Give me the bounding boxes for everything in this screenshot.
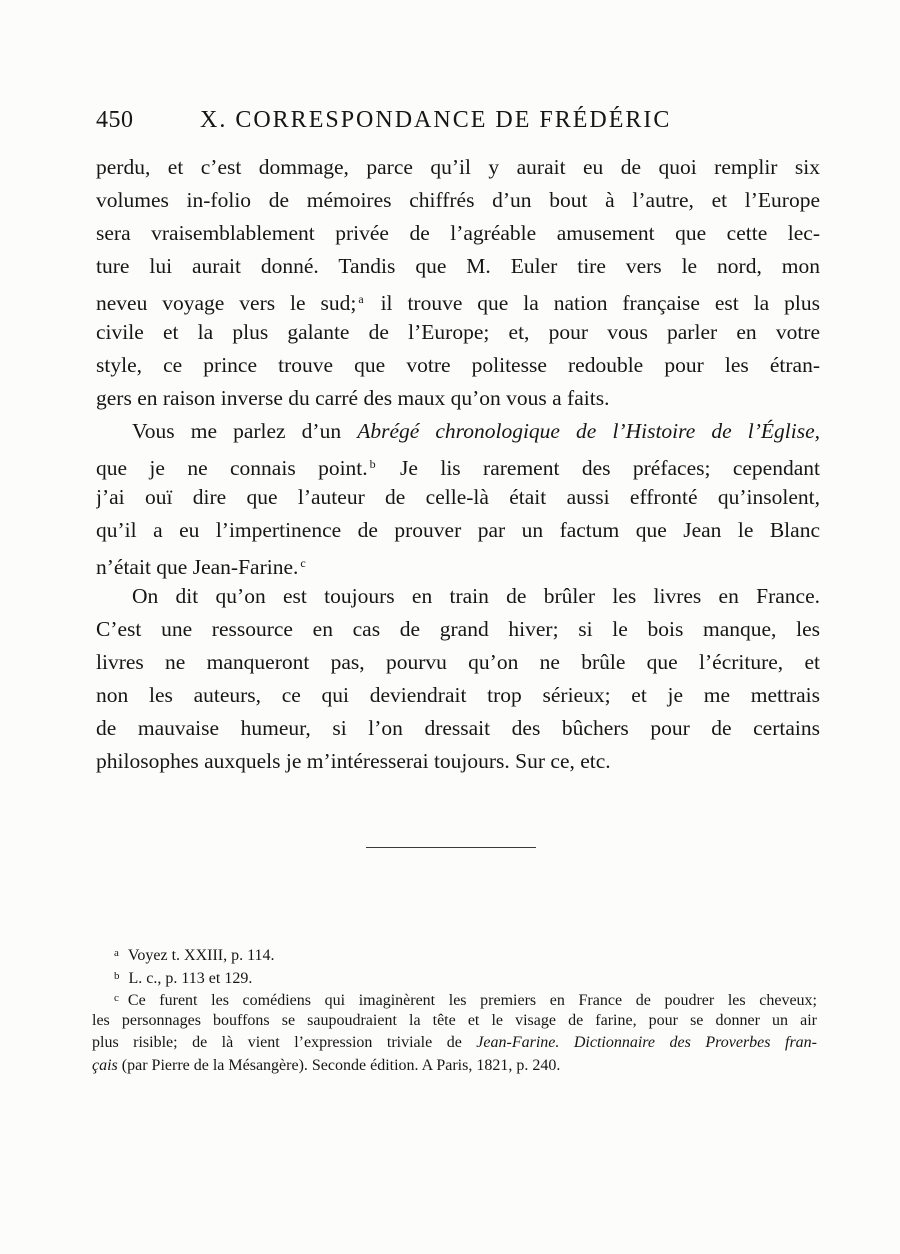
- body-line: civile et la plus galante de l’Europe; et, pour vous parler en votre: [96, 320, 820, 344]
- body-text-run: Vous me parlez d’un: [132, 419, 358, 443]
- running-head: [96, 103, 736, 137]
- footnote-ref-a[interactable]: a: [358, 292, 364, 306]
- footnote-c: [92, 987, 817, 1010]
- book-title-italic: Abrégé chronologique de l’Histoire de l’Église,: [357, 419, 820, 443]
- body-line: [96, 547, 820, 580]
- body-line: qu’il a eu l’impertinence de prouver par un factum que Jean le Blanc: [96, 518, 820, 542]
- footnote-text: L. c., p. 113 et 129.: [128, 969, 253, 987]
- footnote-mark: b: [114, 969, 120, 982]
- body-line: gers en raison inverse du carré des maux qu’on vous a faits.: [96, 386, 610, 410]
- footnote-a: [92, 942, 817, 965]
- body-text-run: n’était que Jean-Farine.: [96, 555, 299, 579]
- footnote-mark: c: [114, 992, 119, 1004]
- footnote-c-line: [92, 1055, 817, 1078]
- body-text-run: il trouve que la nation française est la plus: [365, 291, 820, 315]
- body-line: perdu, et c’est dommage, parce qu’il y aurait eu de quoi remplir six: [96, 155, 820, 179]
- body-line: sera vraisemblablement privée de l’agréable amusement que cette lec-: [96, 221, 820, 245]
- footnote-c-line: [92, 1032, 817, 1055]
- body-line: C’est une ressource en cas de grand hiver; si le bois manque, les: [96, 617, 820, 641]
- body-line: ture lui aurait donné. Tandis que M. Euler tire vers le nord, mon: [96, 254, 820, 278]
- body-line: philosophes auxquels je m’intéresserai toujours. Sur ce, etc.: [96, 749, 611, 773]
- footnote-b: [92, 965, 817, 988]
- body-line: volumes in-folio de mémoires chiffrés d’un bout à l’autre, et l’Europe: [96, 188, 820, 212]
- body-line: de mauvaise humeur, si l’on dressait des bûchers pour de certains: [96, 716, 820, 740]
- body-line: On dit qu’on est toujours en train de brûler les livres en France.: [132, 584, 820, 608]
- body-text-run: neveu voyage vers le sud;: [96, 291, 357, 315]
- body-line: j’ai ouï dire que l’auteur de celle-là était aussi effronté qu’insolent,: [96, 485, 820, 509]
- body-line: [96, 415, 820, 448]
- body-line: [96, 283, 820, 316]
- footnote-italic: Jean-Farine. Dictionnaire des Proverbes fran-: [476, 1034, 817, 1051]
- body-line: [96, 448, 820, 481]
- page-number: 450: [96, 107, 134, 133]
- body-line: non les auteurs, ce qui deviendrait trop sérieux; et je me mettrais: [96, 683, 820, 707]
- footnote-italic: çais: [92, 1056, 118, 1074]
- body-text-run: Je lis rarement des préfaces; cependant: [377, 456, 820, 480]
- footnote-c-line: les personnages bouffons se saupoudraient la tête et le visage de farine, pour se donner un air: [92, 1011, 817, 1029]
- footnote-mark: a: [114, 947, 119, 959]
- letter-body: [96, 151, 820, 778]
- footnote-text: Ce furent les comédiens qui imaginèrent les premiers en France de poudrer les cheveux;: [127, 992, 817, 1009]
- body-line: style, ce prince trouve que votre politesse redouble pour les étran-: [96, 353, 820, 377]
- footnote-text: (par Pierre de la Mésangère). Seconde édition. A Paris, 1821, p. 240.: [117, 1056, 561, 1074]
- footnotes: [92, 942, 817, 1077]
- footnote-text: plus risible; de là vient l’expression triviale de: [92, 1034, 477, 1051]
- footnote-separator-rule: [366, 847, 536, 848]
- body-line: livres ne manqueront pas, pourvu qu’on ne brûle que l’écriture, et: [96, 650, 820, 674]
- body-text-run: que je ne connais point.: [96, 456, 368, 480]
- running-title: X. CORRESPONDANCE DE FRÉDÉRIC: [200, 107, 672, 133]
- footnote-ref-b[interactable]: b: [369, 457, 376, 471]
- footnote-text: Voyez t. XXIII, p. 114.: [127, 947, 275, 964]
- footnote-ref-c[interactable]: c: [300, 556, 306, 570]
